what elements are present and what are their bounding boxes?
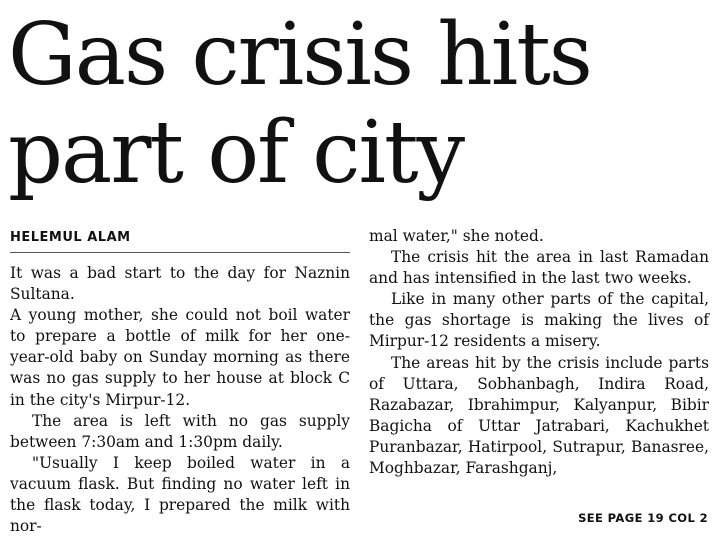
headline	[8, 6, 708, 202]
paragraph-intro: It was a bad start to the day for Naznin Sultana.	[10, 264, 350, 304]
paragraph-areas: The areas hit by the crisis include parts of Uttara, Sobhanbagh, Indira Road, Razabazar, Ibrahimpur, Kalyanpur, Bibir Bagicha of Uttar Jatrabari, Kachukhet Puranbazar, Hatirpool, Sutrapur, Banasree, Moghbazar, Farashganj,	[369, 353, 709, 478]
paragraph-ramadan: The crisis hit the area in last Ramadan and has intensified in the last two weeks.	[369, 248, 709, 288]
jump-line[interactable]: SEE PAGE 19 COL 2	[578, 511, 708, 525]
right-column	[369, 226, 709, 479]
left-column	[10, 226, 350, 537]
byline: HELEMUL ALAM	[10, 226, 350, 253]
headline-line-2: part of city	[8, 103, 464, 203]
paragraph-no-supply: The area is left with no gas supply between 7:30am and 1:30pm daily.	[10, 411, 350, 451]
paragraph-quote-continued: mal water," she noted.	[369, 227, 544, 245]
paragraph-quote: "Usually I keep boiled water in a vacuum flask. But finding no water left in the flask today, I prepared the milk with nor-	[10, 453, 350, 536]
headline-line-1: Gas crisis hits	[8, 5, 591, 105]
paragraph-capital: Like in many other parts of the capital, the gas shortage is making the lives of Mirpur-12 residents a misery.	[369, 290, 709, 351]
paragraph-young-mother: A young mother, she could not boil water to prepare a bottle of milk for her one-year-old baby on Sunday morning as there was no gas supply to her house at block C in the city's Mirpur-12.	[10, 306, 350, 409]
